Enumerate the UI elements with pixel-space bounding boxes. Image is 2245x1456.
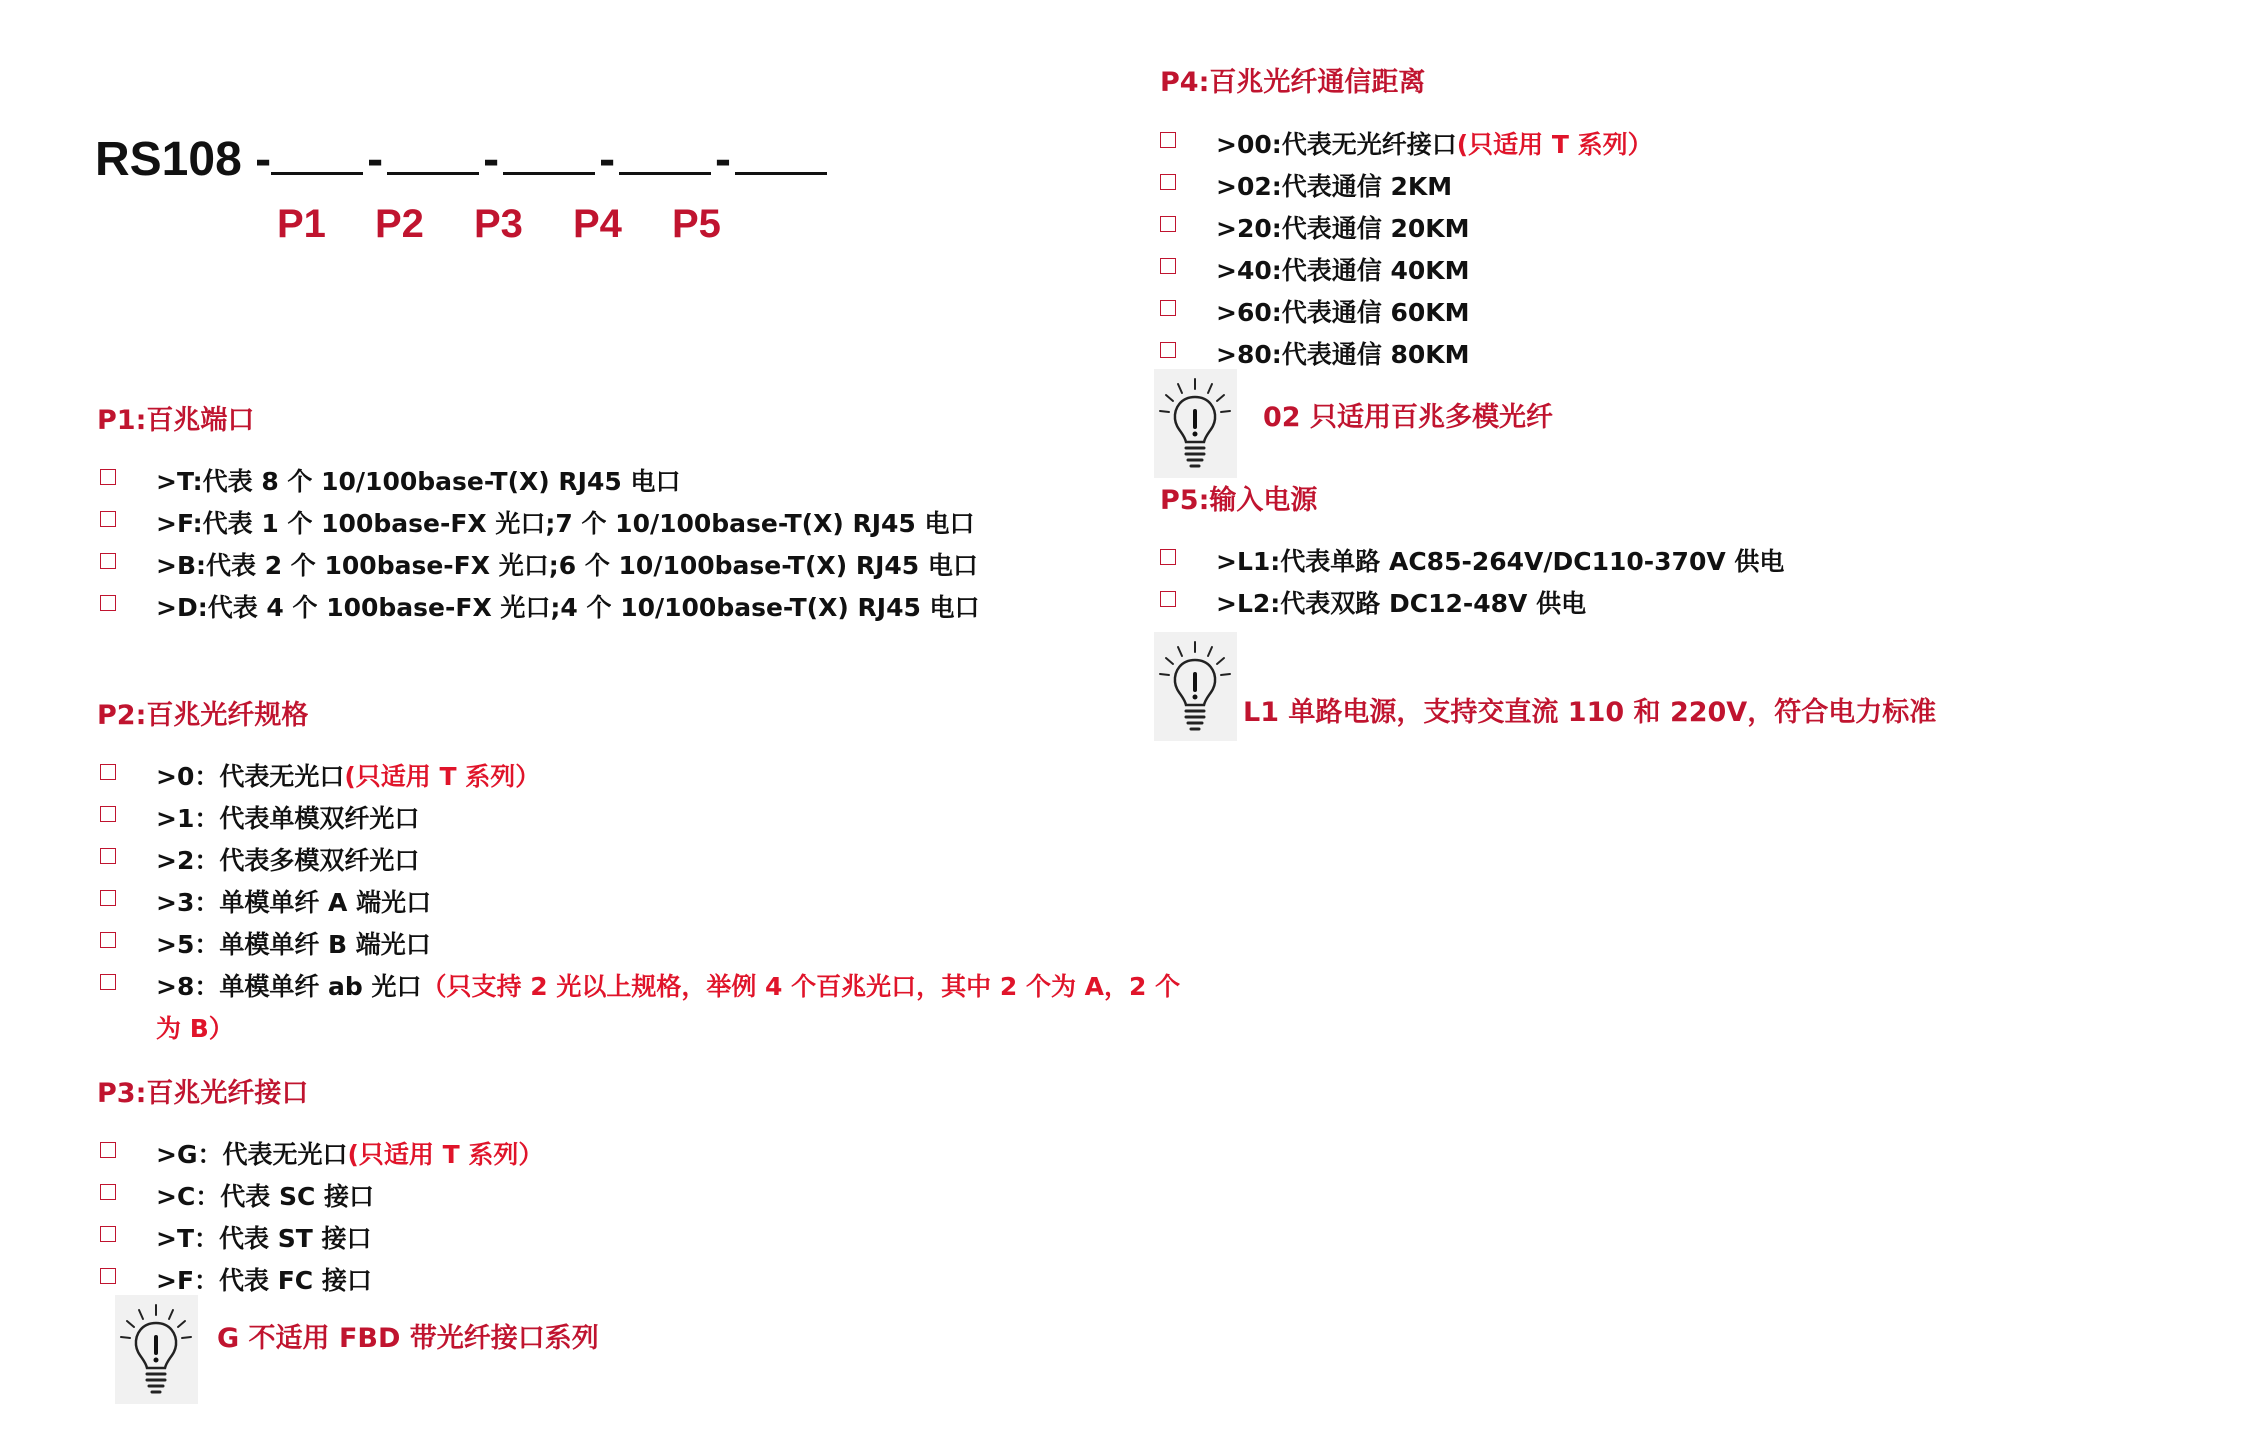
model-dash: -	[599, 133, 616, 186]
checkbox-icon	[1160, 216, 1176, 232]
item-note: (只适用 T 系列）	[347, 1140, 544, 1169]
item-text: >20:代表通信 20KM	[1216, 214, 1470, 243]
checkbox-icon	[100, 806, 116, 822]
blank-p1	[271, 132, 363, 175]
checkbox-icon	[1160, 132, 1176, 148]
section-title-p3: P3:百兆光纤接口	[97, 1078, 309, 1109]
section-title-p4: P4:百兆光纤通信距离	[1160, 67, 1426, 98]
checkbox-icon	[1160, 549, 1176, 565]
checkbox-icon	[100, 848, 116, 864]
model-dash: -	[483, 133, 500, 186]
item-note: （只支持 2 光以上规格，举例 4 个百兆光口，其中 2 个为 A，2 个	[421, 972, 1181, 1001]
checkbox-icon	[1160, 300, 1176, 316]
blank-p3	[503, 132, 595, 175]
param-label-p1: P1	[277, 202, 326, 246]
model-code	[95, 132, 827, 187]
checkbox-icon	[100, 932, 116, 948]
item-text: >0：代表无光口	[156, 762, 345, 791]
checkbox-icon	[100, 553, 116, 569]
item-note-continuation: 为 B）	[156, 1014, 234, 1043]
param-label-p4: P4	[573, 202, 622, 246]
item-text: >T:代表 8 个 10/100base-T(X) RJ45 电口	[156, 467, 681, 496]
lightbulb-icon	[1154, 632, 1237, 741]
checkbox-icon	[100, 595, 116, 611]
checkbox-icon	[100, 1268, 116, 1284]
item-note: (只适用 T 系列）	[1456, 130, 1653, 159]
checkbox-icon	[100, 511, 116, 527]
lightbulb-icon	[115, 1295, 198, 1404]
param-label-p2: P2	[375, 202, 424, 246]
checkbox-icon	[100, 1184, 116, 1200]
checkbox-icon	[100, 764, 116, 780]
item-text: >2：代表多模双纤光口	[156, 846, 420, 875]
section-title-p5: P5:输入电源	[1160, 485, 1318, 516]
section-title-p1: P1:百兆端口	[97, 405, 255, 436]
blank-p2	[387, 132, 479, 175]
checkbox-icon	[100, 1226, 116, 1242]
item-text: >1：代表单模双纤光口	[156, 804, 420, 833]
item-note: (只适用 T 系列）	[344, 762, 541, 791]
param-label-p5: P5	[672, 202, 721, 246]
tip-text-p5: L1 单路电源，支持交直流 110 和 220V，符合电力标准	[1243, 697, 1937, 728]
item-text: >60:代表通信 60KM	[1216, 298, 1470, 327]
checkbox-icon	[1160, 174, 1176, 190]
item-text: >T：代表 ST 接口	[156, 1224, 372, 1253]
checkbox-icon	[100, 974, 116, 990]
checkbox-icon	[1160, 591, 1176, 607]
item-text: >02:代表通信 2KM	[1216, 172, 1453, 201]
tip-text-p4: 02 只适用百兆多模光纤	[1263, 402, 1553, 433]
blank-p4	[619, 132, 711, 175]
item-text: >40:代表通信 40KM	[1216, 256, 1470, 285]
item-text: >D:代表 4 个 100base-FX 光口;4 个 10/100base-T(X) RJ45 电口	[156, 593, 980, 622]
item-text: >L2:代表双路 DC12-48V 供电	[1216, 589, 1587, 618]
item-text: >G：代表无光口	[156, 1140, 348, 1169]
param-label-p3: P3	[474, 202, 523, 246]
checkbox-icon	[1160, 342, 1176, 358]
model-prefix: RS108 -	[95, 133, 272, 186]
model-dash: -	[715, 133, 732, 186]
checkbox-icon	[1160, 258, 1176, 274]
checkbox-icon	[100, 469, 116, 485]
checkbox-icon	[100, 1142, 116, 1158]
item-text: >00:代表无光纤接口	[1216, 130, 1457, 159]
tip-text-p3: G 不适用 FBD 带光纤接口系列	[217, 1323, 599, 1354]
item-text: >80:代表通信 80KM	[1216, 340, 1470, 369]
item-text: >C：代表 SC 接口	[156, 1182, 375, 1211]
blank-p5	[735, 132, 827, 175]
item-text: >3：单模单纤 A 端光口	[156, 888, 432, 917]
item-text: >B:代表 2 个 100base-FX 光口;6 个 10/100base-T(X) RJ45 电口	[156, 551, 978, 580]
lightbulb-icon	[1154, 369, 1237, 478]
section-title-p2: P2:百兆光纤规格	[97, 700, 309, 731]
model-dash: -	[367, 133, 384, 186]
item-text: >F:代表 1 个 100base-FX 光口;7 个 10/100base-T(X) RJ45 电口	[156, 509, 975, 538]
item-text: >F：代表 FC 接口	[156, 1266, 372, 1295]
item-text: >5：单模单纤 B 端光口	[156, 930, 431, 959]
item-text: >8：单模单纤 ab 光口	[156, 972, 422, 1001]
item-text: >L1:代表单路 AC85-264V/DC110-370V 供电	[1216, 547, 1785, 576]
checkbox-icon	[100, 890, 116, 906]
